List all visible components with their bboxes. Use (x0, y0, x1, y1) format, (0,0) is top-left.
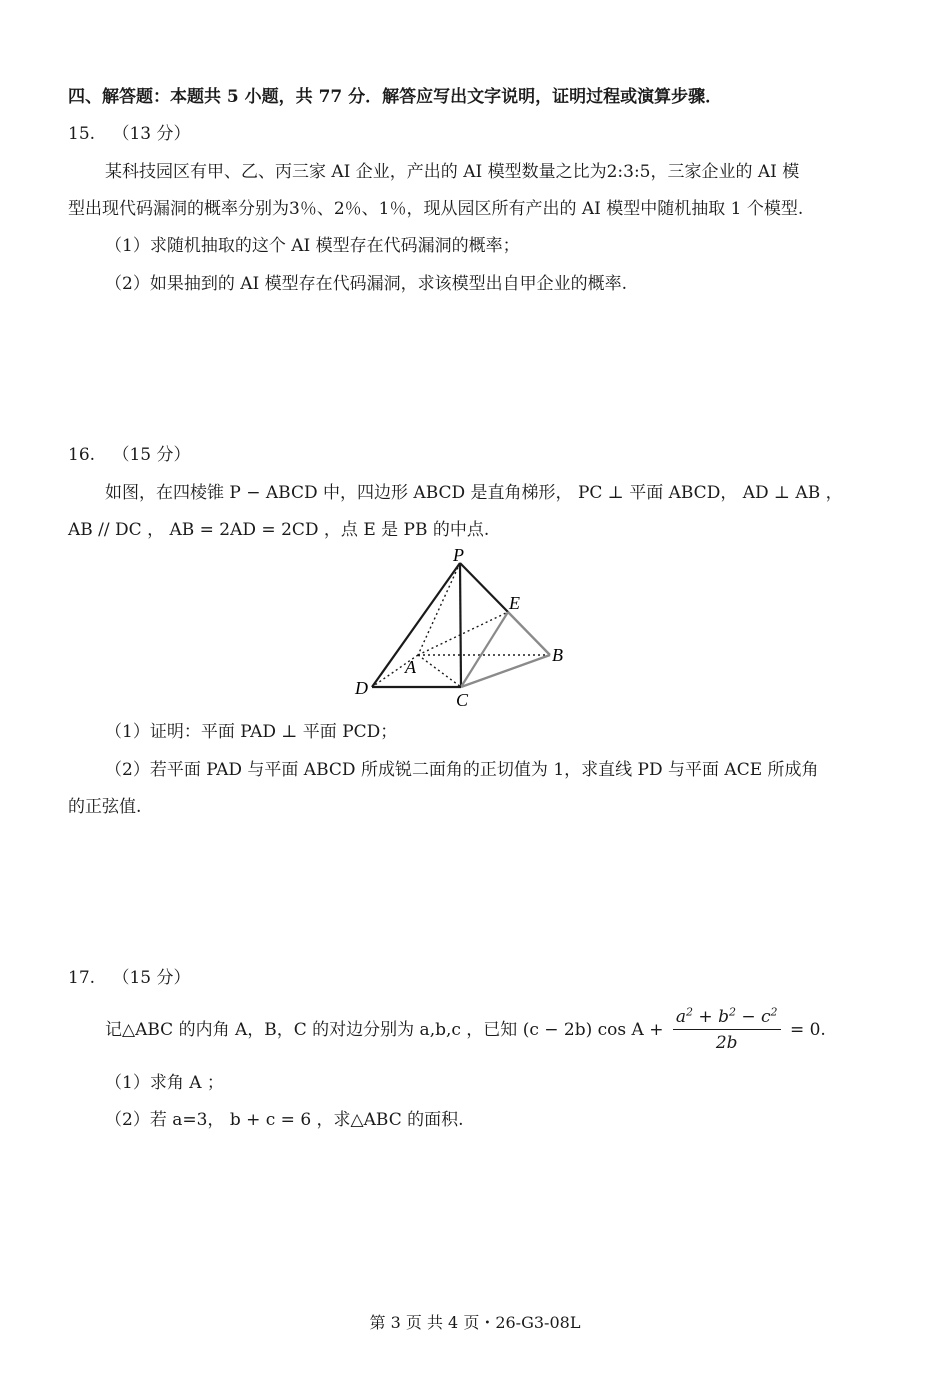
edge-AC (418, 655, 461, 687)
q16-heading (68, 443, 191, 467)
q15-part2: （2）如果抽到的 AI 模型存在代码漏洞，求该模型出自甲企业的概率. (105, 274, 628, 294)
q17-stem-suffix: = 0. (789, 1020, 826, 1040)
q15-stem-line1: 某科技园区有甲、乙、丙三家 AI 企业，产出的 AI 模型数量之比为2:3:5，三家企业的 AI 模 (105, 162, 800, 182)
q15-number: 15. (68, 124, 96, 144)
edge-PC (460, 563, 461, 687)
pyramid-diagram (345, 548, 585, 713)
q15-points: （13 分） (112, 124, 191, 144)
q16-stem-line1: 如图，在四棱锥 P − ABCD 中，四边形 ABCD 是直角梯形， PC ⊥ 平面 ABCD， AD ⊥ AB ， (105, 483, 843, 503)
edge-PA (418, 563, 460, 655)
label-P: P (453, 548, 464, 565)
edge-PD (372, 563, 460, 687)
q16-part2-line1: （2）若平面 PAD 与平面 ABCD 所成锐二面角的正切值为 1，求直线 PD 与平面 ACE 所成角 (105, 760, 819, 780)
edge-EB (508, 612, 550, 655)
pyramid-figure (345, 548, 585, 717)
q17-stem-prefix: 记△ABC 的内角 A，B，C 的对边分别为 a,b,c ，已知 (c − 2b) cos A + (105, 1020, 664, 1040)
q16-part2-line2: 的正弦值. (68, 797, 142, 817)
q16-number: 16. (68, 445, 96, 465)
q15-part1: （1）求随机抽取的这个 AI 模型存在代码漏洞的概率； (105, 236, 520, 256)
q17-fraction-numerator: $a^2 + b^2 - c^2$ (673, 1006, 781, 1030)
page-footer: 第 3 页 共 4 页・26-G3-08L (369, 1313, 581, 1332)
q17-fraction (673, 1006, 781, 1054)
label-E: E (509, 593, 520, 613)
label-D: D (355, 678, 368, 698)
q17-stem (105, 1006, 826, 1054)
q16-part1: （1）证明：平面 PAD ⊥ 平面 PCD； (105, 722, 398, 742)
q17-heading (68, 966, 191, 990)
label-B: B (552, 645, 563, 665)
q17-part2: （2）若 a=3， b + c = 6 ，求△ABC 的面积. (105, 1110, 464, 1130)
q17-number: 17. (68, 968, 96, 988)
label-A: A (405, 657, 416, 677)
edge-BC (461, 655, 550, 687)
q16-points: （15 分） (112, 445, 191, 465)
q15-stem-line2: 型出现代码漏洞的概率分别为3％、2％、1％，现从园区所有产出的 AI 模型中随机抽取 1 个模型. (68, 199, 804, 219)
q15-heading (68, 122, 191, 146)
q17-points: （15 分） (112, 968, 191, 988)
edge-PE (460, 563, 508, 612)
label-C: C (456, 690, 469, 710)
q17-part1: （1）求角 A ； (105, 1073, 224, 1093)
edge-EC (461, 612, 508, 687)
q16-stem-line2: AB // DC ， AB = 2AD = 2CD ，点 E 是 PB 的中点. (68, 520, 490, 540)
q17-fraction-denominator: 2b (715, 1033, 738, 1053)
section-header: 四、解答题：本题共 5 小题，共 77 分．解答应写出文字说明，证明过程或演算步骤． (68, 87, 723, 107)
